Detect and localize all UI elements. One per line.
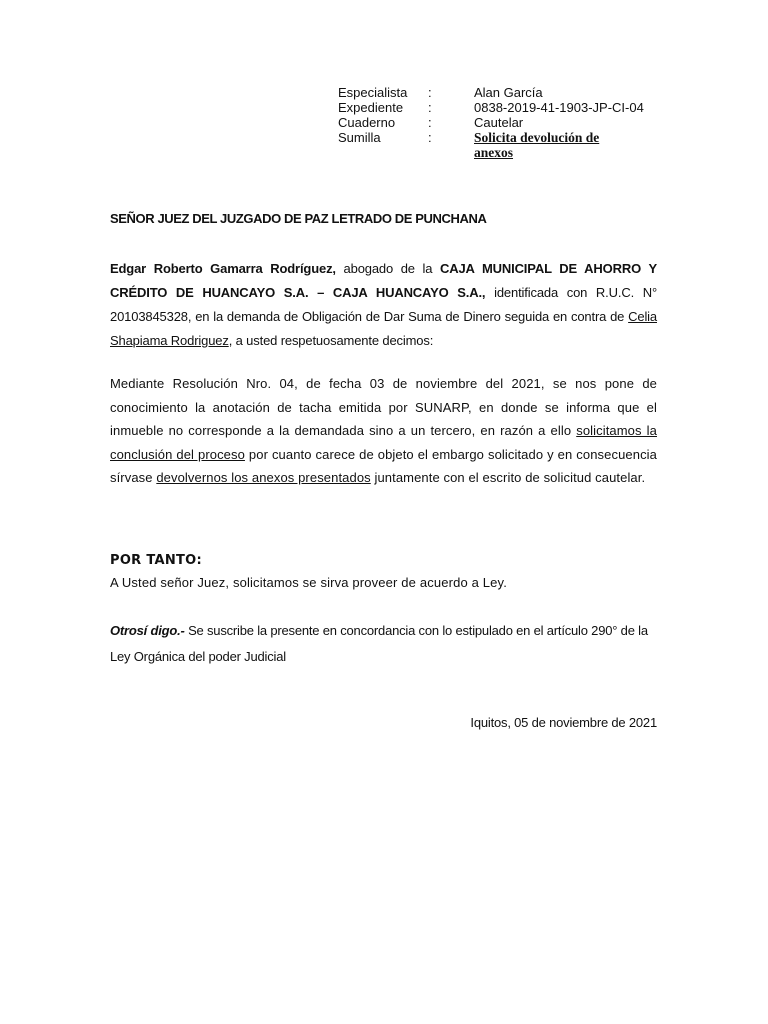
header-label: Especialista: [338, 85, 408, 100]
header-label: Sumilla: [338, 130, 381, 145]
header-colon: :: [428, 100, 432, 115]
body-text-3: juntamente con el escrito de solicitud cautelar.: [370, 470, 646, 485]
defendant-name: Celia Shapiama Rodriguez: [110, 309, 657, 348]
otrosi-label: Otrosí digo.-: [110, 623, 185, 638]
header-colon: :: [428, 115, 432, 130]
body-underlined-1: solicitamos la conclusión del proceso: [110, 423, 657, 462]
header-colon: :: [428, 85, 432, 100]
request-line: A Usted señor Juez, solicitamos se sirva proveer de acuerdo a Ley.: [110, 575, 507, 590]
header-value: 0838-2019-41-1903-JP-CI-04: [474, 100, 644, 115]
por-tanto-heading: POR TANTO:: [110, 553, 203, 568]
intro-paragraph: [110, 257, 657, 353]
body-paragraph: [110, 372, 657, 490]
lawyer-name: Edgar Roberto Gamarra Rodríguez,: [110, 261, 336, 276]
body-text-1: Mediante Resolución Nro. 04, de fecha 03 de noviembre del 2021, se nos pone de conocimiento la anotación de tacha emitida por SUNARP, en donde se informa que el inmueble no corresponde a la demandada sino a un tercero, en razón a ello: [110, 376, 657, 438]
place-date: Iquitos, 05 de noviembre de 2021: [470, 715, 657, 730]
intro-text-3: , a usted respetuosamente decimos:: [228, 333, 434, 348]
addressee-heading: SEÑOR JUEZ DEL JUZGADO DE PAZ LETRADO DE PUNCHANA: [110, 211, 487, 226]
otrosi-paragraph: [110, 618, 657, 670]
sumilla-value: Solicita devolución de: [474, 130, 600, 145]
body-underlined-2: devolvernos los anexos presentados: [156, 470, 371, 485]
entity-name: CAJA MUNICIPAL DE AHORRO Y CRÉDITO DE HUANCAYO S.A. – CAJA HUANCAYO S.A.,: [110, 261, 657, 300]
intro-text-2: identificada con R.U.C. N° 20103845328, en la demanda de Obligación de Dar Suma de Dinero seguida en contra de: [110, 285, 657, 324]
header-label: Cuaderno: [338, 115, 396, 130]
intro-text-1: abogado de la: [335, 261, 440, 276]
header-value: Cautelar: [474, 115, 524, 130]
header-value: Alan García: [474, 85, 543, 100]
sumilla-value-line2: anexos: [474, 145, 514, 160]
header-label: Expediente: [338, 100, 404, 115]
header-colon: :: [428, 130, 432, 145]
body-text-2: por cuanto carece de objeto el embargo solicitado y en consecuencia sírvase: [110, 446, 657, 485]
otrosi-text: Se suscribe la presente en concordancia con lo estipulado en el artículo 290° de la Ley Orgánica del poder Judicial: [110, 623, 648, 664]
